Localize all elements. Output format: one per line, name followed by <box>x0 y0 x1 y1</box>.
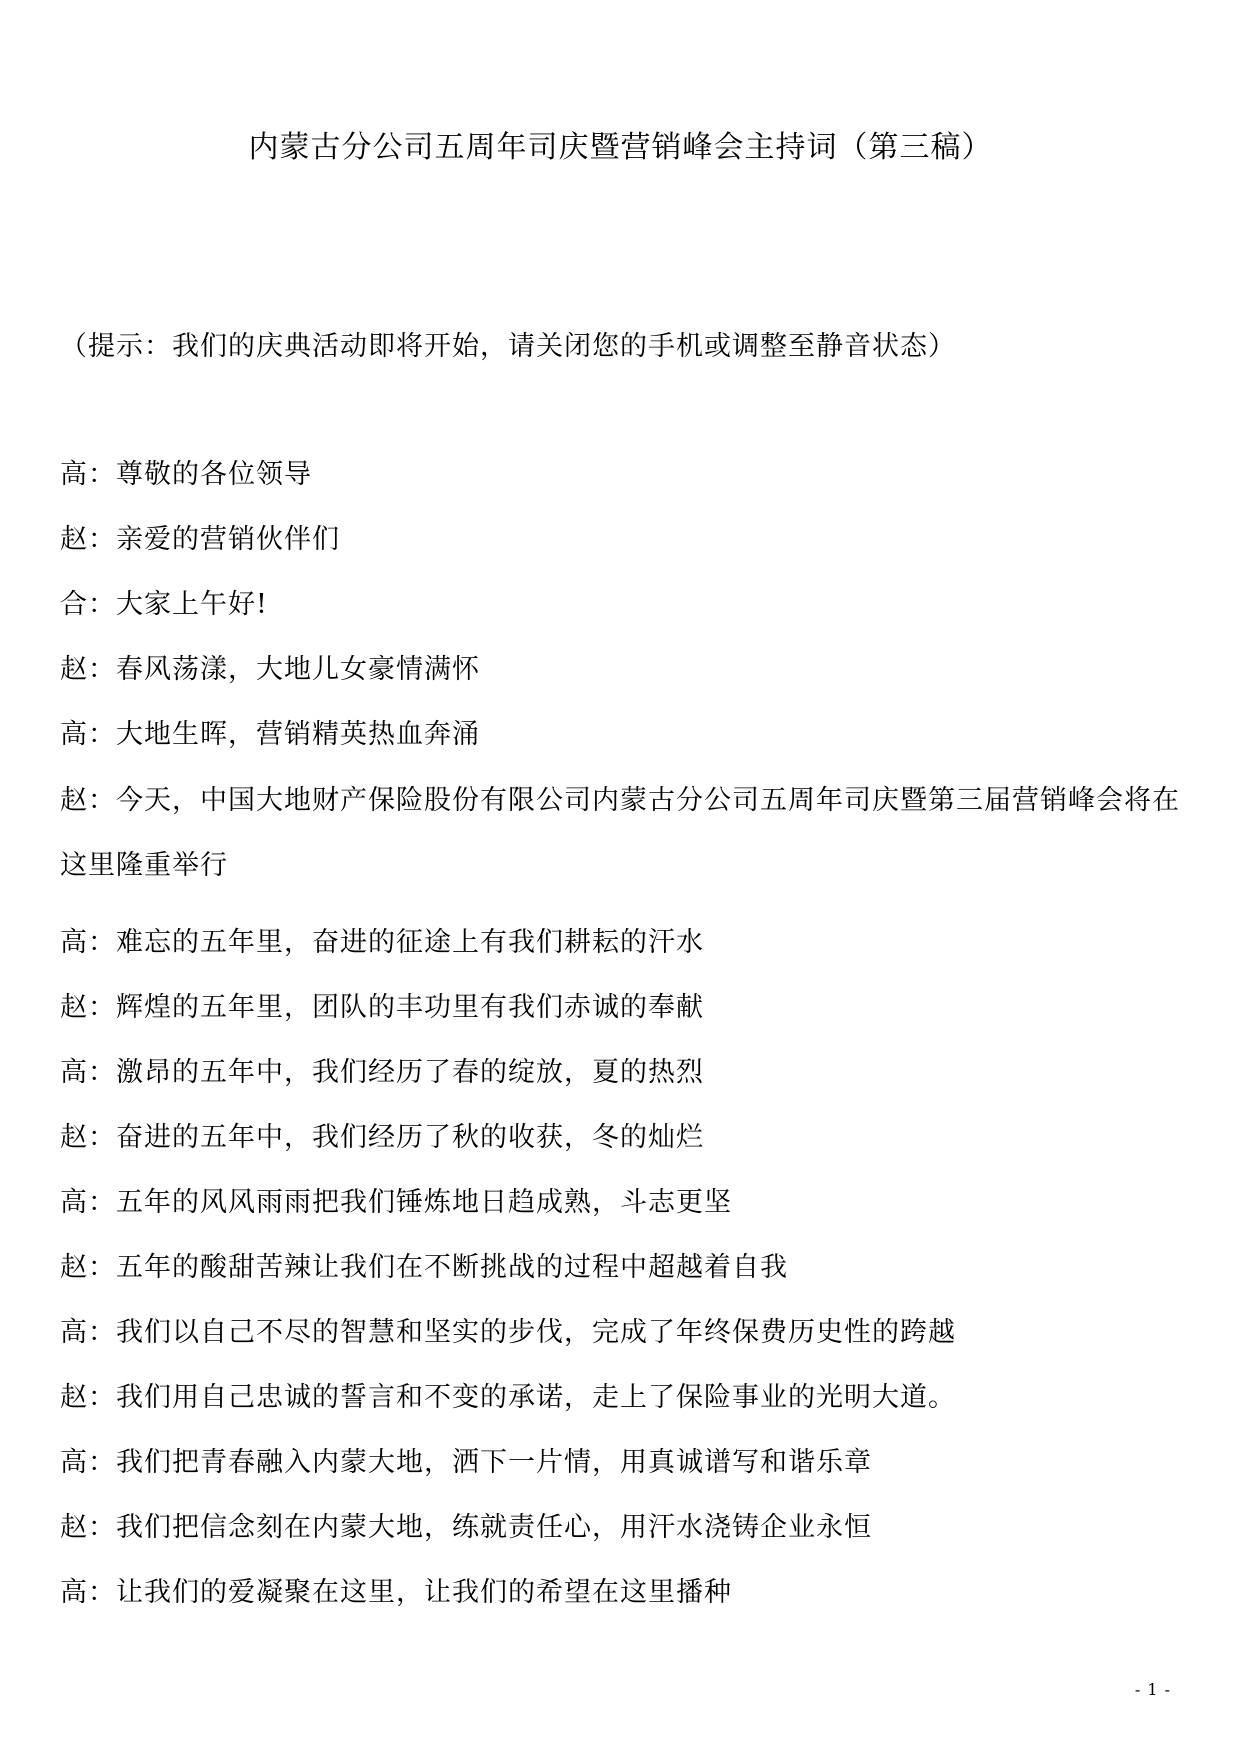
script-line: 赵：辉煌的五年里，团队的丰功里有我们赤诚的奉献 <box>60 992 704 1023</box>
script-line: 高：我们把青春融入内蒙大地，洒下一片情，用真诚谱写和谐乐章 <box>60 1447 872 1478</box>
document-title: 内蒙古分公司五周年司庆暨营销峰会主持词（第三稿） <box>248 130 993 165</box>
script-line: 高：尊敬的各位领导 <box>60 459 312 490</box>
script-line: 赵：我们把信念刻在内蒙大地，练就责任心，用汗水浇铸企业永恒 <box>60 1512 872 1543</box>
script-line: 赵：五年的酸甜苦辣让我们在不断挑战的过程中超越着自我 <box>60 1252 788 1283</box>
script-line: 赵：我们用自己忠诚的誓言和不变的承诺，走上了保险事业的光明大道。 <box>60 1382 956 1413</box>
script-line: 赵：春风荡漾，大地儿女豪情满怀 <box>60 654 480 685</box>
script-line: 赵：奋进的五年中，我们经历了秋的收获，冬的灿烂 <box>60 1122 704 1153</box>
script-lines <box>60 455 1190 1638</box>
script-line: 高：难忘的五年里，奋进的征途上有我们耕耘的汗水 <box>60 927 704 958</box>
script-line: 高：我们以自己不尽的智慧和坚实的步伐，完成了年终保费历史性的跨越 <box>60 1317 956 1348</box>
script-line: 高：五年的风风雨雨把我们锤炼地日趋成熟，斗志更坚 <box>60 1187 732 1218</box>
script-line: 高：激昂的五年中，我们经历了春的绽放，夏的热烈 <box>60 1057 704 1088</box>
page-number: - 1 - <box>1134 1680 1171 1699</box>
script-line: 高：让我们的爱凝聚在这里，让我们的希望在这里播种 <box>60 1577 732 1608</box>
hint-text: （提示：我们的庆典活动即将开始，请关闭您的手机或调整至静音状态） <box>60 331 956 362</box>
script-line: 高：大地生晖，营销精英热血奔涌 <box>60 719 480 750</box>
script-line: 合：大家上午好! <box>60 589 268 620</box>
script-line: 赵：亲爱的营销伙伴们 <box>60 524 340 555</box>
script-line: 赵：今天，中国大地财产保险股份有限公司内蒙古分公司五周年司庆暨第三届营销峰会将在这里隆重举行 <box>60 785 1180 881</box>
